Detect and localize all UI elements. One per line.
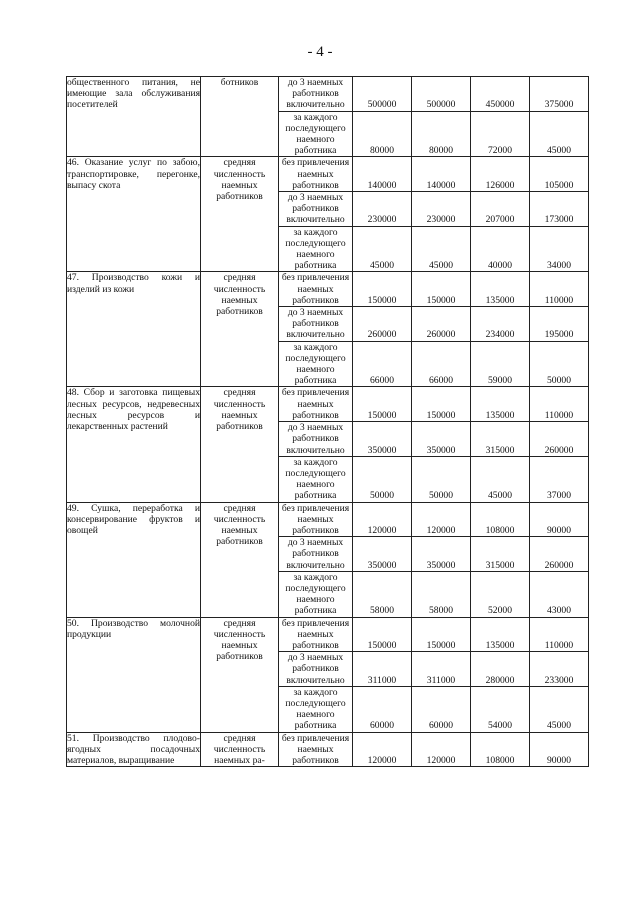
value-cell: 207000 [471, 192, 530, 227]
value-cell: 60000 [412, 686, 471, 732]
value-cell: 52000 [471, 571, 530, 617]
value-cell: 59000 [471, 341, 530, 387]
value-cell: 120000 [412, 502, 471, 537]
table-row [67, 157, 589, 192]
tax-rate-table [66, 76, 589, 767]
value-cell: 37000 [530, 456, 589, 502]
condition-cell: за каждого последующего наемного работника [279, 686, 353, 732]
activity-cell: 50. Производство молочной продукции [67, 617, 201, 732]
condition-cell: без привлечения наемных работников [279, 732, 353, 767]
value-cell: 105000 [530, 157, 589, 192]
condition-cell: без привлечения наемных работников [279, 157, 353, 192]
condition-cell: без привлечения наемных работников [279, 387, 353, 422]
value-cell: 315000 [471, 537, 530, 572]
value-cell: 135000 [471, 387, 530, 422]
condition-cell: за каждого последующего наемного работника [279, 456, 353, 502]
table-row [67, 272, 589, 307]
value-cell: 150000 [412, 272, 471, 307]
page-number: - 4 - [307, 44, 333, 60]
value-cell: 80000 [353, 111, 412, 157]
value-cell: 260000 [530, 422, 589, 457]
value-cell: 34000 [530, 226, 589, 272]
condition-cell: до 3 наемных работников включительно [279, 307, 353, 342]
value-cell: 173000 [530, 192, 589, 227]
value-cell: 45000 [412, 226, 471, 272]
value-cell: 234000 [471, 307, 530, 342]
value-cell: 311000 [353, 652, 412, 687]
value-cell: 375000 [530, 77, 589, 112]
value-cell: 450000 [471, 77, 530, 112]
value-cell: 140000 [412, 157, 471, 192]
table-row [67, 77, 589, 112]
value-cell: 150000 [353, 272, 412, 307]
value-cell: 40000 [471, 226, 530, 272]
table-row [67, 387, 589, 422]
value-cell: 58000 [412, 571, 471, 617]
value-cell: 45000 [471, 456, 530, 502]
value-cell: 45000 [530, 686, 589, 732]
value-cell: 500000 [353, 77, 412, 112]
condition-cell: за каждого последующего наемного работника [279, 111, 353, 157]
activity-cell: 47. Производство кожи и изделий из кожи [67, 272, 201, 387]
indicator-cell: средняя численность наемных работников [201, 272, 279, 387]
value-cell: 110000 [530, 272, 589, 307]
condition-cell: за каждого последующего наемного работника [279, 226, 353, 272]
condition-cell: до 3 наемных работников включительно [279, 422, 353, 457]
condition-cell: за каждого последующего наемного работника [279, 571, 353, 617]
table-row [67, 732, 589, 767]
value-cell: 150000 [353, 617, 412, 652]
value-cell: 66000 [412, 341, 471, 387]
value-cell: 60000 [353, 686, 412, 732]
value-cell: 315000 [471, 422, 530, 457]
indicator-cell: средняя численность наемных работников [201, 387, 279, 502]
table-row [67, 502, 589, 537]
value-cell: 120000 [412, 732, 471, 767]
value-cell: 135000 [471, 272, 530, 307]
value-cell: 50000 [530, 341, 589, 387]
indicator-cell: средняя численность наемных ра- [201, 732, 279, 767]
value-cell: 230000 [353, 192, 412, 227]
indicator-cell: средняя численность наемных работников [201, 617, 279, 732]
value-cell: 45000 [530, 111, 589, 157]
indicator-cell: средняя численность наемных работников [201, 157, 279, 272]
value-cell: 72000 [471, 111, 530, 157]
condition-cell: без привлечения наемных работников [279, 617, 353, 652]
indicator-cell: средняя численность наемных работников [201, 502, 279, 617]
value-cell: 110000 [530, 617, 589, 652]
value-cell: 500000 [412, 77, 471, 112]
value-cell: 140000 [353, 157, 412, 192]
value-cell: 80000 [412, 111, 471, 157]
value-cell: 195000 [530, 307, 589, 342]
value-cell: 150000 [412, 617, 471, 652]
table-row [67, 617, 589, 652]
value-cell: 350000 [353, 422, 412, 457]
condition-cell: до 3 наемных работников включительно [279, 192, 353, 227]
value-cell: 90000 [530, 502, 589, 537]
condition-cell: до 3 наемных работников включительно [279, 537, 353, 572]
value-cell: 260000 [353, 307, 412, 342]
value-cell: 120000 [353, 732, 412, 767]
condition-cell: за каждого последующего наемного работника [279, 341, 353, 387]
value-cell: 50000 [353, 456, 412, 502]
activity-cell: 49. Сушка, переработка и консервирование фруктов и овощей [67, 502, 201, 617]
value-cell: 45000 [353, 226, 412, 272]
value-cell: 230000 [412, 192, 471, 227]
activity-cell: 48. Сбор и заготовка пищевых лесных ресурсов, недревесных лесных ресурсов и лекарственных растений [67, 387, 201, 502]
table-body [67, 77, 589, 767]
activity-cell: 51. Производство плодово-ягодных посадочных материалов, выращивание [67, 732, 200, 766]
activity-cell: общественного питания, не имеющие зала обслуживания посетителей [67, 77, 201, 157]
value-cell: 260000 [412, 307, 471, 342]
value-cell: 260000 [530, 537, 589, 572]
indicator-cell: ботников [201, 77, 279, 157]
value-cell: 150000 [412, 387, 471, 422]
condition-cell: без привлечения наемных работников [279, 272, 353, 307]
value-cell: 126000 [471, 157, 530, 192]
value-cell: 350000 [412, 537, 471, 572]
condition-cell: до 3 наемных работников включительно [279, 652, 353, 687]
value-cell: 90000 [530, 732, 589, 767]
condition-cell: до 3 наемных работников включительно [279, 77, 353, 112]
condition-cell: без привлечения наемных работников [279, 502, 353, 537]
value-cell: 66000 [353, 341, 412, 387]
value-cell: 233000 [530, 652, 589, 687]
value-cell: 108000 [471, 732, 530, 767]
value-cell: 43000 [530, 571, 589, 617]
value-cell: 150000 [353, 387, 412, 422]
value-cell: 58000 [353, 571, 412, 617]
value-cell: 50000 [412, 456, 471, 502]
value-cell: 120000 [353, 502, 412, 537]
value-cell: 54000 [471, 686, 530, 732]
value-cell: 311000 [412, 652, 471, 687]
value-cell: 350000 [353, 537, 412, 572]
value-cell: 280000 [471, 652, 530, 687]
value-cell: 135000 [471, 617, 530, 652]
activity-cell: 46. Оказание услуг по забою, транспортировке, перегонке, выпасу скота [67, 157, 201, 272]
value-cell: 110000 [530, 387, 589, 422]
value-cell: 108000 [471, 502, 530, 537]
value-cell: 350000 [412, 422, 471, 457]
